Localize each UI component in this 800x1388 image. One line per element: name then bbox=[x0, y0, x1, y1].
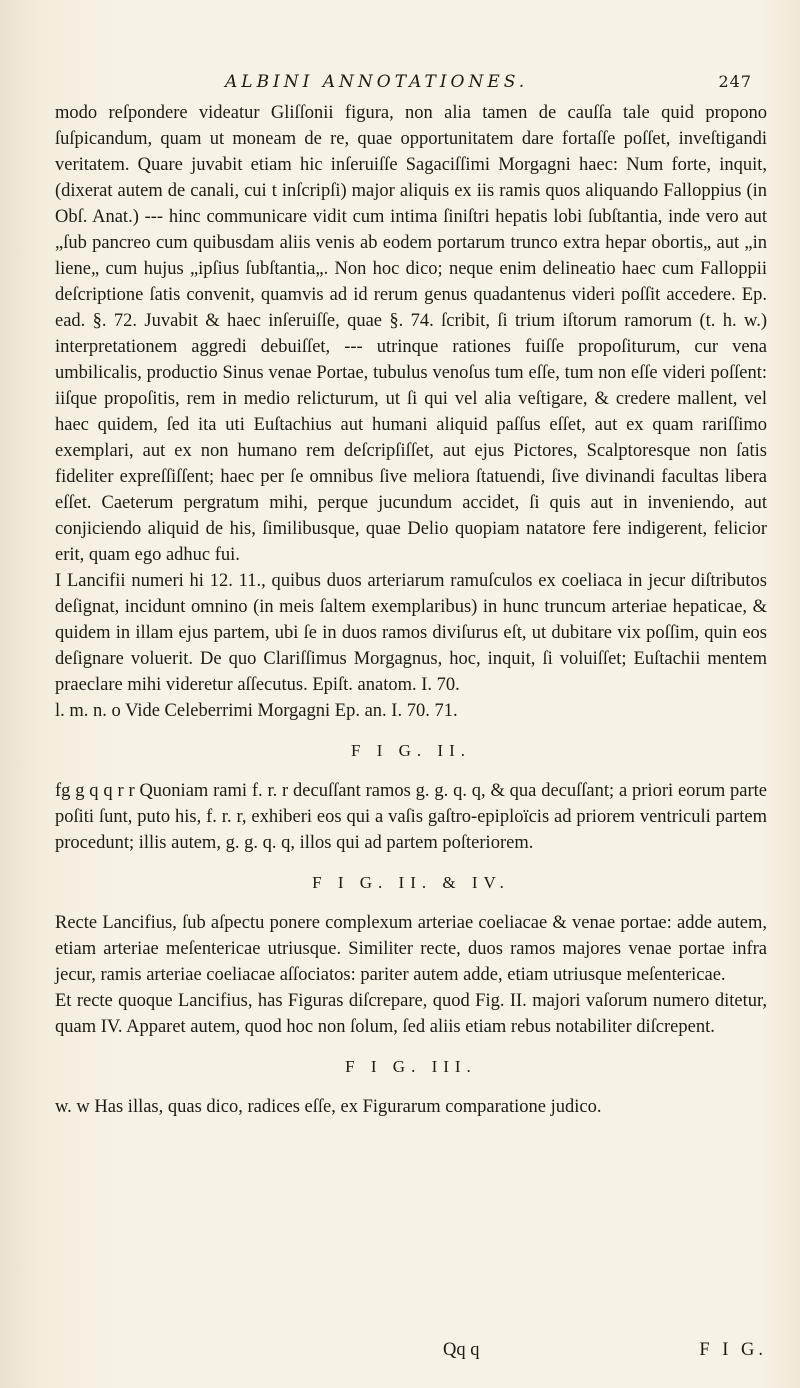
signature-mark: Qq q bbox=[443, 1340, 480, 1360]
paragraph-6: Et recte quoque Lancifius, has Figuras diſcrepare, quod Fig. II. majori vaſorum numero ditetur, quam IV. Apparet autem, quod hoc non ſolum, ſed aliis etiam rebus notabiliter diſcrepent. bbox=[55, 991, 767, 1037]
paragraph-7 bbox=[55, 1094, 767, 1120]
paragraph-5: Recte Lancifius, ſub aſpectu ponere complexum arteriae coeliacae & venae portae: adde autem, etiam arteriae meſentericae utriusque. Similiter recte, duos ramos majores venae portae infra jecur, ramis arteriae coeliacae aſſociatos: pariter autem adde, etiam utriusque meſentericae. bbox=[55, 913, 767, 985]
note-text-i: Lancifii numeri hi 12. 11., quibus duos arteriarum ramuſculos ex coeliaca in jecur diſtributos deſignat, incidunt omnino (in meis ſaltem exemplaribus) in hunc truncum arteriae hepaticae, & quidem in illam ejus partem, ubi ſe in duos ramos diviſurus eſt, ut dubitare vix poſſim, quin eos deſignare voluerit. De quo Clariſſimus Morgagnus, hoc, inquit, ſi voluiſſet; Euſtachii mentem praeclare mihi videretur aſſecutus. Epiſt. anatom. I. 70. bbox=[55, 571, 768, 695]
note-label-ww: w. w bbox=[55, 1097, 90, 1117]
note-label-lmno: l. m. n. o bbox=[55, 701, 121, 721]
figure-heading-3: F I G. III. bbox=[345, 1057, 477, 1076]
note-text-lmno: Vide Celeberrimi Morgagni Ep. an. I. 70. 71. bbox=[125, 701, 458, 721]
paragraph-3 bbox=[55, 698, 767, 724]
catchword: F I G. bbox=[699, 1340, 767, 1360]
figure-heading-2: F I G. II. bbox=[351, 741, 471, 760]
running-header bbox=[225, 66, 760, 96]
note-label-fgqr: fg g q q r r bbox=[55, 781, 135, 801]
running-title: ALBINI ANNOTATIONES. bbox=[225, 72, 529, 92]
page-body bbox=[55, 100, 767, 1120]
paragraph-1: modo reſpondere videatur Gliſſonii figura, non alia tamen de cauſſa tale quid propono ſuſpicandum, quam ut moneam de re, quae opportunitatem dare fortaſſe poſſet, inveſtigandi veritatem. Quare juvabit etiam hic inſeruiſſe Sagaciſſimi Morgagni haec: Num forte, inquit, (dixerat autem de canali, cui t inſcripſi) major aliquis ex iis ramis quos aliquando Falloppius (in Obſ. Anat.) --- hinc communicare vidit cum intima ſiniſtri hepatis lobi ſubſtantia, inde vero aut „ſub pancreo cum quibusdam aliis venis ab eodem portarum trunco extra hepar obortis„ aut „in liene„ cum hujus „ipſius ſubſtantia„. Non hoc dico; neque enim delineatio haec cum Falloppii deſcriptione ſatis convenit, quamvis ad id rerum genus quadantenus videri poſſit accedere. Ep. ead. §. 72. Juvabit & haec inſeruiſſe, quae §. 74. ſcribit, ſi trium iſtorum ramorum (t. h. w.) interpretationem aggredi debuiſſet, --- utrinque rationes fuiſſe propoſiturum, cur vena umbilicalis, productio Sinus venae Portae, tubulus venoſus tum eſſe, tum non eſſe videri poſſent: iiſque propoſitis, rem in medio relicturum, ut ſi qui vel alia veſtigare, & credere mallent, vel haec quidem, ſed ita uti Euſtachius aut humani aliquid paſſus eſſet, aut ex quam rariſſimo exemplari, aut ex non humano rem deſcripſiſſet, aut ejus Pictores, Scalptoresque non ſatis fideliter expreſſiſſent; haec per ſe omnibus ſive meliora ſtatuendi, ſive divinandi facultas libera eſſet. Caeterum pergratum mihi, perque jucundum accidet, ſi quis aut in inveniendo, aut conjiciendo aliquid de his, ſimilibusque, quae Delio quopiam natatore fere indigerent, felicior erit, quam ego adhuc fui. bbox=[55, 103, 767, 565]
page-number: 247 bbox=[718, 72, 752, 91]
note-label-i: I bbox=[55, 571, 62, 591]
note-text-ww: Has illas, quas dico, radices eſſe, ex Figurarum comparatione judico. bbox=[94, 1097, 602, 1117]
page-footer bbox=[55, 1340, 767, 1366]
note-text-fgqr: Quoniam rami f. r. r decuſſant ramos g. g. q. q, & qua decuſſant; a priori eorum parte poſiti ſunt, puto his, f. r. r, exhiberi eos qui a vaſis gaſtro-epiploïcis ad priorem ventriculi partem procedunt; illis autem, g. g. q. q, illos qui ad partem poſteriorem. bbox=[55, 781, 768, 853]
paragraph-4 bbox=[55, 778, 767, 856]
paragraph-2 bbox=[55, 568, 767, 698]
figure-heading-2-4: F I G. II. & IV. bbox=[312, 873, 510, 892]
